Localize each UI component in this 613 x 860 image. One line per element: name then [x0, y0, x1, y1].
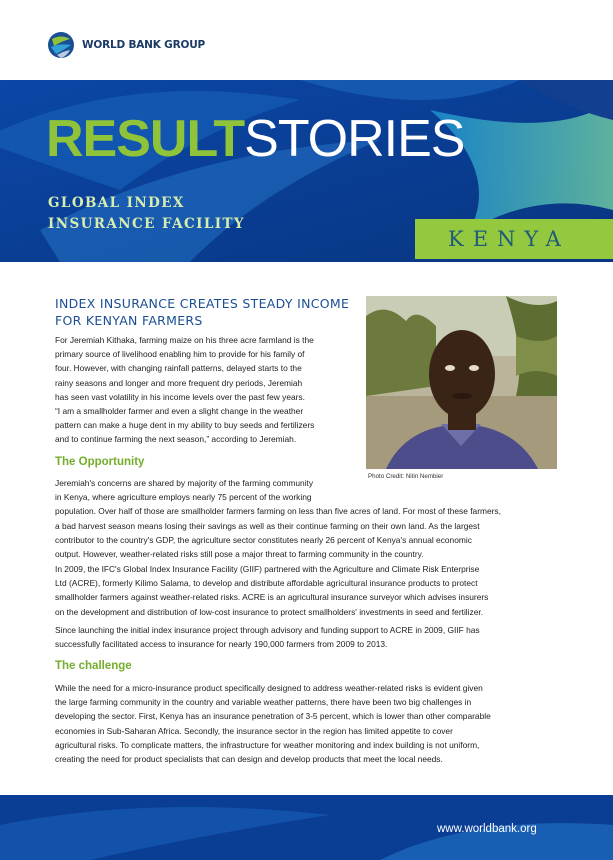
since-line: successfully facilitated access to insurance for nearly 190,000 farmers from 2009 to 2013.: [55, 639, 388, 650]
opportunity-line: in Kenya, where agriculture employs nearly 75 percent of the working: [55, 492, 312, 503]
article-headline: INDEX INSURANCE CREATES STEADY INCOME FOR KENYAN FARMERS: [55, 296, 350, 328]
intro-line: pattern can make a huge dent in my ability to buy seeds and fertilizers: [55, 420, 315, 431]
title-result: RESULT: [46, 110, 245, 168]
website-link[interactable]: www.worldbank.org: [437, 823, 537, 835]
subtitle-line-2: INSURANCE FACILITY: [48, 216, 245, 232]
intro-line: “I am a smallholder farmer and even a slight change in the weather: [55, 406, 304, 417]
farmer-portrait-image: [366, 296, 557, 469]
intro-paragraph: [55, 333, 355, 447]
partnership-line: In 2009, the IFC's Global Index Insurance Facility (GIIF) partnered with the Agriculture and Climate Risk Enterprise: [55, 564, 480, 574]
opportunity-line: contributor to the country's GDP, the agriculture sector constitutes nearly 26 percent of Kenya's annual economic: [55, 534, 472, 545]
opportunity-line: Jeremiah's concerns are shared by majority of the farming community: [55, 478, 314, 488]
challenge-line: While the need for a micro-insurance product specifically designed to address weather-related risks is evident given: [55, 683, 483, 693]
challenge-line: the large farming community in the country and variable weather patterns, there have been two big challenges in: [55, 697, 472, 708]
top-bar: [0, 0, 613, 80]
logo-text: WORLD BANK GROUP: [82, 39, 206, 51]
section-heading-challenge: The challenge: [55, 660, 132, 672]
challenge-line: agricultural risks. To complicate matters, the infrastructure for weather monitoring and index building is not uniform,: [55, 739, 480, 750]
challenge-line: creating the need for product specialists that can design and develop products that meet the local needs.: [55, 754, 443, 765]
intro-line: has seen vast volatility in his income levels over the past few years.: [55, 391, 305, 402]
partnership-line: Ltd (ACRE), formerly Kilimo Salama, to develop and distribute affordable agricultural insurance products to protect: [55, 578, 478, 589]
farmer-photo: [366, 296, 557, 469]
partnership-paragraph: [55, 562, 565, 619]
challenge-paragraph: [55, 681, 565, 766]
intro-line: and to continue farming the next season,” according to Jeremiah.: [55, 434, 297, 445]
intro-line: For Jeremiah Kithaka, farming maize on his three acre farmland is the: [55, 335, 314, 345]
world-bank-logo: [46, 30, 205, 60]
intro-line: rainy seasons and longer and more frequent dry periods, Jeremiah: [55, 377, 303, 388]
subtitle-line-1: GLOBAL INDEX: [48, 195, 185, 211]
intro-line: four. However, with changing rainfall patterns, delayed starts to the: [55, 363, 302, 374]
partnership-line: on the development and distribution of low-cost insurance to protect smallholders' investments in seed and fertilizer.: [55, 606, 484, 617]
opportunity-line: population. Over half of those are smallholder farmers farming on less than five acres of land. For most of these farmers,: [55, 506, 501, 517]
intro-line: primary source of livelihood enabling him to provide for his family of: [55, 349, 305, 360]
globe-icon: [46, 30, 76, 60]
page-title: [46, 110, 465, 168]
partnership-line: smallholder farmers against weather-related risks. ACRE is an agricultural insurance surveyor which advises insurers: [55, 592, 489, 603]
challenge-line: developing the sector. First, Kenya has an insurance penetration of 3-5 percent, which is lower than other comparable: [55, 711, 491, 722]
challenge-line: economies in Sub-Saharan Africa. Secondly, the insurance sector in the region has limited appetite to cover: [55, 725, 453, 736]
opportunity-line: output. However, weather-related risks still pose a major threat to farming community in the country.: [55, 549, 424, 560]
since-line: Since launching the initial index insurance project through advisory and funding support to ACRE in 2009, GIIF has: [55, 625, 480, 635]
country-label: KENYA: [448, 227, 570, 251]
opportunity-paragraph: [55, 476, 565, 561]
photo-caption: Photo Credit: Nitin Nembier: [368, 473, 444, 480]
opportunity-line: a bad harvest season means losing their savings as well as their continue farming on their own land. As the largest: [55, 520, 480, 531]
title-stories: STORIES: [244, 110, 465, 168]
program-subtitle: [48, 193, 245, 235]
since-paragraph: [55, 623, 565, 651]
section-heading-opportunity: The Opportunity: [55, 456, 145, 468]
